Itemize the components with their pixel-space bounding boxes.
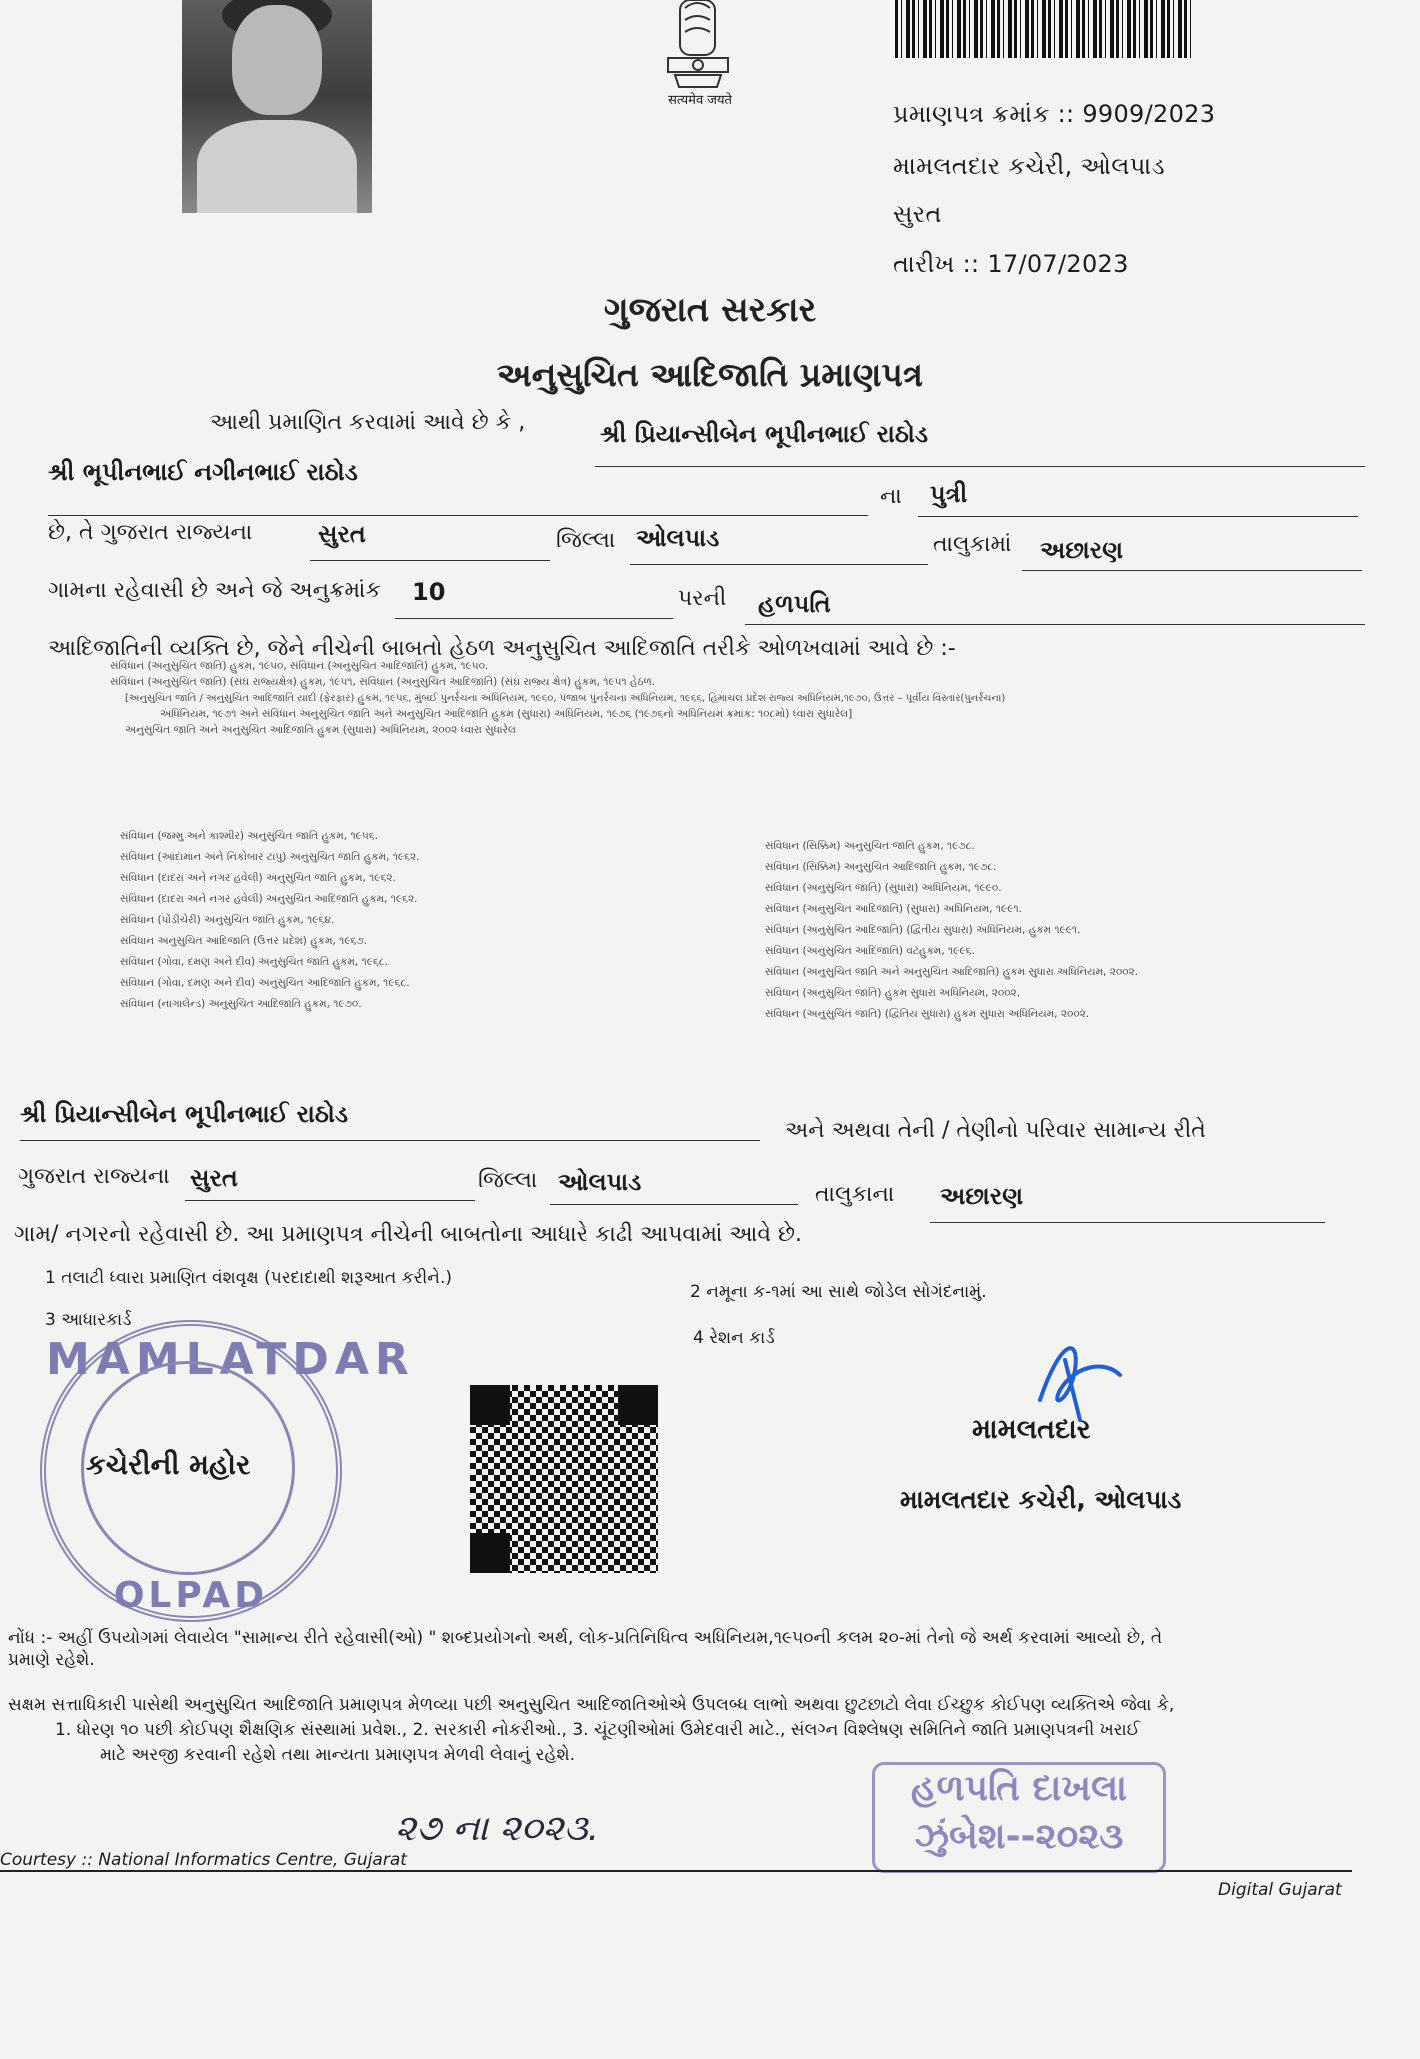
- seal-ring-top: MAMLATDAR: [46, 1334, 415, 1385]
- order-item: સંવિધાન (ગોવા, દમણ અને દીવ) અનુસુચિત જાતિ હુકમ, ૧૯૬૮.: [120, 956, 388, 968]
- order-item: સંવિધાન (અનુસુચિત જાતિ) હુકમ સુધારા અધિનિયમ, ૨૦૦૨.: [765, 987, 1021, 999]
- order-item: [અનુસુચિત જાતિ / અનુસુચિત આદિજાતિ યાદી (ફેરફાર) હુકમ, ૧૯૫૬, મુંબઈ પુનર્રચના અધિનિયમ, ૧૯૬૦, પંજાબ પુનર્રચના અધિનિયમ, ૧૯૬૬, હિમાચલ પ્રદેશ રાજ્ય અધિનિયમ,૧૯૭૦, ઉત્તર – પૂર્વીય વિસ્તાર(પુનર્રચના): [125, 692, 1006, 704]
- tribe-name: હળપતિ: [758, 590, 831, 618]
- government-title: ગુજરાત સરકાર: [603, 290, 817, 330]
- orders-top: [110, 658, 1005, 739]
- order-item: સંવિધાન (અનુસુચિત જાતિ) (સુધારા) અધિનિયમ, ૧૯૯૦.: [765, 882, 1002, 894]
- serial-number: 10: [412, 578, 446, 606]
- applicant-photo: [182, 0, 372, 213]
- order-item: સંવિધાન (અનુસુચિત આદિજાતિ) (સુધારા) અધિનિયમ, ૧૯૯૧.: [765, 903, 1022, 915]
- order-item: સંવિધાન (અનુસુચિત આદિજાતિ) (દ્વિતીય સુધારા) અધિનિયમ, હુકમ ૧૯૯૧.: [765, 924, 1081, 936]
- date-value: 17/07/2023: [987, 250, 1129, 278]
- tribe-text: આદિજાતિની વ્યક્તિ છે, જેને નીચેની બાબતો હેઠળ અનુસુચિત આદિજાતિ તરીકે ઓળખવામાં આવે છે :-: [48, 636, 956, 661]
- basis-item: 4 રેશન કાર્ડ: [693, 1328, 775, 1348]
- village-2: અછારણ: [940, 1182, 1024, 1210]
- note-1: નોંધ :- અહીં ઉપયોગમાં લેવાયેલ "સામાન્ય રીતે રહેવાસી(ઓ) " શબ્દપ્રયોગનો અર્થ, લોક-પ્રતિનિધિત્વ અધિનિયમ,૧૯૫૦ની કલમ ૨૦-માં તેનો જે અર્થ કરવામાં આવ્યો છે, તે: [8, 1628, 1163, 1648]
- order-item: અનુસુચિત જાતિ અને અનુસુચિત આદિજાતિ હુકમ (સુધારા) અધિનિયમ, ૨૦૦૨ ધ્વારા સુધારેલ: [125, 724, 516, 737]
- na-text: ના: [880, 484, 902, 509]
- basis-item: 1 તલાટી ધ્વારા પ્રમાણિત વંશવૃક્ષ (પરદાદાથી શરૂઆત કરીને.): [45, 1268, 452, 1288]
- village: અછારણ: [1040, 536, 1124, 564]
- emblem-caption: सत्यमेव जयते: [668, 93, 732, 108]
- resident-text: ગામના રહેવાસી છે અને જે અનુક્રમાંક: [48, 578, 381, 603]
- office-seal: [40, 1320, 415, 1622]
- basis-text: ગામ/ નગરનો રહેવાસી છે. આ પ્રમાણપત્ર નીચેની બાબતોના આધારે કાઢી આપવામાં આવે છે.: [14, 1222, 803, 1247]
- stamp-line-2: ઝુંબેશ--૨૦૨૩: [914, 1816, 1124, 1857]
- national-emblem-icon: [650, 0, 745, 90]
- taluka-label: તાલુકામાં: [933, 532, 1012, 557]
- taluka: ઓલપાડ: [636, 524, 720, 552]
- date-label: તારીખ ::: [893, 250, 988, 278]
- order-item: સંવિધાન (નાગાલેન્ડ) અનુસુચિત આદિજાતિ હુકમ, ૧૯૭૦.: [120, 998, 362, 1010]
- cert-no-label: પ્રમાણપત્ર ક્રમાંક ::: [893, 100, 1083, 128]
- order-item: સંવિધાન (દાદરા અને નગર હવેલી) અનુસુચિત આદિજાતિ હુકમ, ૧૯૬૨.: [120, 893, 418, 905]
- order-item: સંવિધાન (સિક્કિમ) અનુસુચિત જાતિ હુકમ, ૧૯૭૮.: [765, 840, 975, 852]
- district-label: જિલ્લા: [556, 528, 616, 553]
- note-4: માટે અરજી કરવાની રહેશે તથા માન્યતા પ્રમાણપત્ર મેળવી લેવાનું રહેશે.: [100, 1745, 576, 1765]
- applicant-name-2: શ્રી પ્રિયાન્સીબેન ભૂપીનભાઈ રાઠોડ: [20, 1100, 349, 1128]
- state-text-2: ગુજરાત રાજ્યના: [18, 1164, 170, 1189]
- order-item: સંવિધાન (અનુસુચિત આદિજાતિ) વટહુકમ, ૧૯૯૬.: [765, 945, 975, 957]
- certify-text: આથી પ્રમાણિત કરવામાં આવે છે કે ,: [210, 410, 526, 435]
- barcode: [895, 0, 1195, 58]
- par-text: પરની: [678, 586, 727, 611]
- applicant-name: શ્રી પ્રિયાન્સીબેન ભૂપીનભાઈ રાઠોડ: [600, 420, 929, 448]
- seal-center-text: કચેરીની મહોર: [86, 1448, 251, 1481]
- certificate-number: [893, 100, 1215, 128]
- certificate-title: અનુસુચિત આદિજાતિ પ્રમાણપત્ર: [496, 355, 924, 394]
- family-text: અને અથવા તેની / તેણીનો પરિવાર સામાન્ય રીતે: [785, 1118, 1206, 1143]
- order-item: સંવિધાન (પોંડીચેરી) અનુસુચિત જાતિ હુકમ, ૧૯૬૪.: [120, 914, 335, 926]
- order-item: સંવિધાન (આંદામાન અને નિકોબાર ટાપુ) અનુસુચિત જાતિ હુકમ, ૧૯૬૨.: [120, 851, 420, 863]
- basis-item: 3 આધારકાર્ડ: [45, 1310, 132, 1330]
- state-text: છે, તે ગુજરાત રાજ્યના: [48, 520, 253, 545]
- qr-code: [470, 1385, 658, 1573]
- basis-item: 2 નમૂના ક-૧માં આ સાથે જોડેલ સોગંદનામું.: [690, 1282, 987, 1302]
- issue-date: [893, 250, 1129, 278]
- issuing-city: સુરત: [893, 200, 942, 228]
- orders-left: [120, 826, 420, 1015]
- cert-no-value: 9909/2023: [1082, 100, 1216, 128]
- orders-right: [765, 836, 1138, 1025]
- relation: પુત્રી: [930, 480, 968, 508]
- order-item: સંવિધાન (દાદરા અને નગર હવેલી) અનુસુચિત જાતિ હુકમ, ૧૯૬૨.: [120, 872, 396, 884]
- order-item: અધિનિયમ, ૧૯૭૧ અને સંવિધાન અનુસુચિત જાતિ અને અનુસુચિત આદિજાતિ હુકમ (સુધારા) અધિનિયમ, ૧૯૭૬ (૧૯૭૬નો અધિનિયમ ક્રમાંક: ૧૦૮મો) ધ્વારા સુધારેલ]: [160, 708, 853, 721]
- order-item: સંવિધાન (અનુસુચિત જાતિ) (સંઘ રાજ્યક્ષેત્ર) હુકમ, ૧૯૫૧, સંવિધાન (અનુસુચિત આદિજાતિ) (સંઘ રાજ્ય ક્ષેત્ર) હુકમ, ૧૯૫૧ હેઠળ.: [110, 676, 656, 689]
- note-1b: પ્રમાણે રહેશે.: [8, 1650, 95, 1670]
- campaign-stamp: [872, 1762, 1166, 1873]
- signatory-office: મામલતદાર કચેરી, ઓલપાડ: [900, 1485, 1182, 1514]
- order-item: સંવિધાન (અનુસુચિત જાતિ) (દ્વિતિય સુધારા) હુકમ સુધારા અધિનિયમ, ૨૦૦૨.: [765, 1008, 1090, 1020]
- order-item: સંવિધાન (જમ્મુ અને કાશ્મીર) અનુસુચિત જાતિ હુકમ, ૧૯૫૬.: [120, 830, 378, 842]
- handwritten-note: ૨૭ ના ૨૦૨૩.: [395, 1808, 600, 1849]
- note-3: 1. ધોરણ ૧૦ પછી કોઈપણ શૈક્ષણિક સંસ્થામાં પ્રવેશ., 2. સરકારી નોકરીઓ., 3. ચૂંટણીઓમાં ઉમેદવારી માટે., સંલગ્ન વિશ્લેષણ સમિતિને જાતિ પ્રમાણપત્રની ખરાઈ: [55, 1720, 1140, 1740]
- district-label-2: જિલ્લા: [478, 1168, 538, 1193]
- district-2: સુરત: [190, 1164, 238, 1192]
- order-item: સંવિધાન (સિક્કિમ) અનુસુચિત આદિજાતિ હુકમ, ૧૯૭૮.: [765, 861, 997, 873]
- seal-ring-bottom: OLPAD: [113, 1575, 269, 1616]
- footer-brand: Digital Gujarat: [1218, 1880, 1342, 1900]
- order-item: સંવિધાન (અનુસુચિત જાતિ) હુકમ, ૧૯૫૦, સંવિધાન (અનુસુચિત આદિજાતિ) હુકમ, ૧૯૫૦.: [110, 660, 489, 672]
- father-name: શ્રી ભૂપીનભાઈ નગીનભાઈ રાઠોડ: [48, 458, 358, 486]
- issuing-office: મામલતદાર કચેરી, ઓલપાડ: [893, 152, 1165, 180]
- order-item: સંવિધાન અનુસુચિત આદિજાતિ (ઉત્તર પ્રદેશ) હુકમ, ૧૯૬૭.: [120, 935, 368, 947]
- taluka-label-2: તાલુકાના: [815, 1182, 895, 1207]
- taluka-2: ઓલપાડ: [558, 1168, 642, 1196]
- signatory-designation: મામલતદાર: [972, 1414, 1091, 1445]
- order-item: સંવિધાન (અનુસુચિત જાતિ અને અનુસુચિત આદિજાતિ) હુકમ સુધારા અધિનિયમ, ૨૦૦૨.: [765, 966, 1139, 978]
- note-2: સક્ષમ સત્તાધિકારી પાસેથી અનુસુચિત આદિજાતિ પ્રમાણપત્ર મેળવ્યા પછી અનુસુચિત આદિજાતિઓએ ઉપલબ્ધ લાભો અથવા છુટછાટો લેવા ઈચ્છુક કોઈપણ વ્યક્તિએ જેવા કે,: [8, 1695, 1175, 1715]
- district: સુરત: [318, 520, 366, 548]
- order-item: સંવિધાન (ગોવા, દમણ અને દીવ) અનુસુચિત આદિજાતિ હુકમ, ૧૯૬૮.: [120, 977, 410, 989]
- stamp-line-1: હળપતિ દાખલા: [910, 1768, 1128, 1809]
- footer-courtesy: Courtesy :: National Informatics Centre, Gujarat: [0, 1850, 407, 1870]
